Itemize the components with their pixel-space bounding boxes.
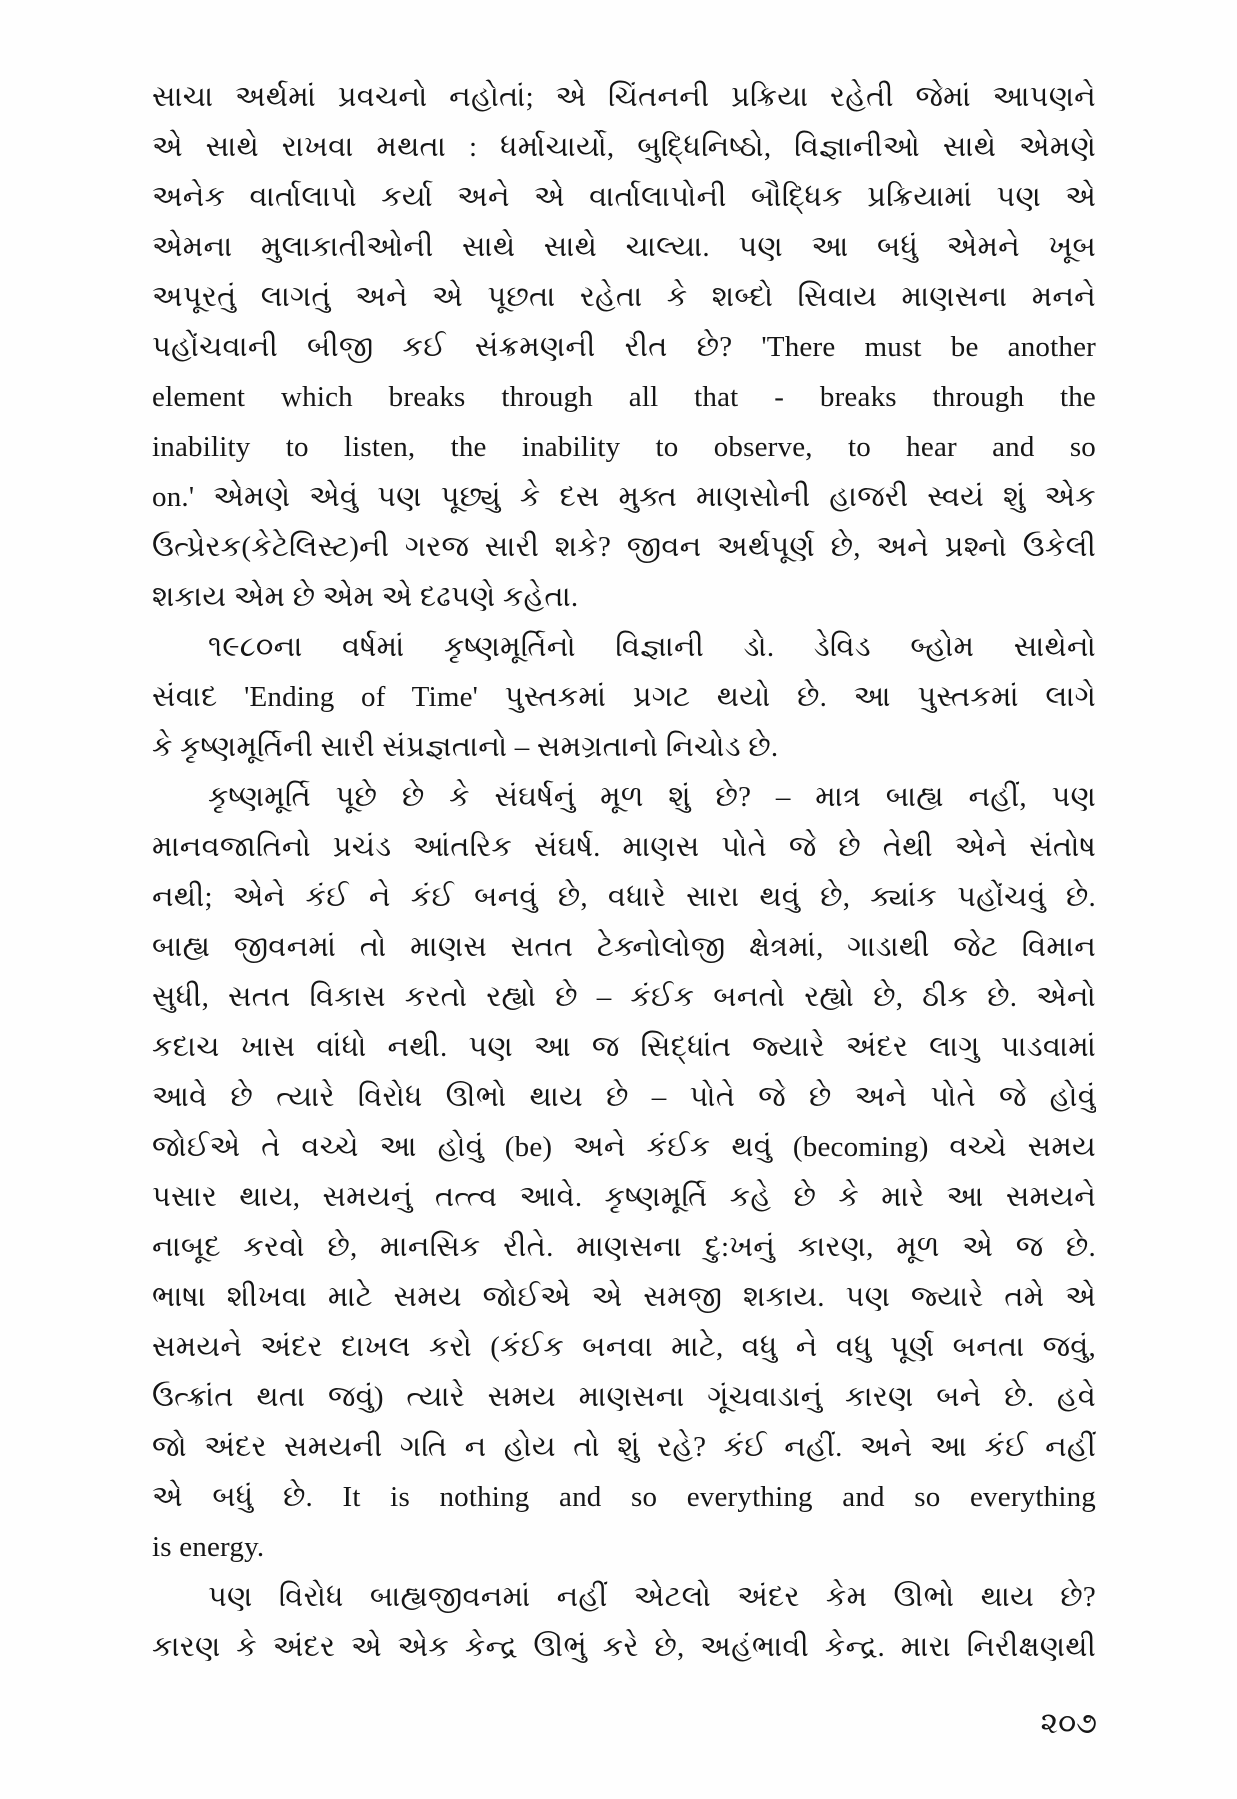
text-line: element which breaks through all that - breaks through the xyxy=(152,381,1096,413)
paragraph xyxy=(152,1572,1096,1672)
text-line: કદાચ ખાસ વાંધો નથી. પણ આ જ સિદ્ધાંત જ્યારે અંદર લાગુ પાડવામાં xyxy=(152,1031,1096,1063)
text-line: ઉત્પ્રેરક(કેટેલિસ્ટ)ની ગરજ સારી શકે? જીવન અર્થપૂર્ણ છે, અને પ્રશ્નો ઉકેલી xyxy=(152,531,1096,563)
text-line: સાચા અર્થમાં પ્રવચનો નહોતાં; એ ચિંતનની પ્રક્રિયા રહેતી જેમાં આપણને xyxy=(152,81,1096,113)
text-line: એ સાથે રાખવા મથતા : ધર્માચાર્યો, બુદ્ધિનિષ્ઠો, વિજ્ઞાનીઓ સાથે એમણે xyxy=(152,131,1096,163)
page-number: ૨૦૭ xyxy=(1040,1707,1097,1740)
text-line: પણ વિરોધ બાહ્યજીવનમાં નહીં એટલો અંદર કેમ ઊભો થાય છે? xyxy=(208,1581,1096,1613)
text-line: ઉત્ક્રાંત થતા જવું) ત્યારે સમય માણસના ગૂંચવાડાનું કારણ બને છે. હવે xyxy=(152,1381,1096,1413)
text-block xyxy=(152,72,1096,1672)
text-line: જોઈએ તે વચ્ચે આ હોવું (be) અને કંઈક થવું (becoming) વચ્ચે સમય xyxy=(152,1131,1096,1163)
text-line: કૃષ્ણમૂર્તિ પૂછે છે કે સંઘર્ષનું મૂળ શું છે? – માત્ર બાહ્ય નહીં, પણ xyxy=(208,781,1096,813)
text-line: શકાય એમ છે એમ એ દઢપણે કહેતા. xyxy=(152,581,579,613)
text-line: કારણ કે અંદર એ એક કેન્દ્ર ઊભું કરે છે, અહંભાવી કેન્દ્ર. મારા નિરીક્ષણથી xyxy=(152,1631,1096,1663)
text-line: સંવાદ 'Ending of Time' પુસ્તકમાં પ્રગટ થયો છે. આ પુસ્તકમાં લાગે xyxy=(152,681,1096,713)
text-line: ભાષા શીખવા માટે સમય જોઈએ એ સમજી શકાય. પણ જ્યારે તમે એ xyxy=(152,1281,1096,1313)
text-line: ૧૯૮૦ના વર્ષમાં કૃષ્ણમૂર્તિનો વિજ્ઞાની ડો. ડેવિડ બ્હોમ સાથેનો xyxy=(208,631,1096,663)
text-line: બાહ્ય જીવનમાં તો માણસ સતત ટેક્નોલોજી ક્ષેત્રમાં, ગાડાથી જેટ વિમાન xyxy=(152,931,1096,963)
text-line: inability to listen, the inability to observe, to hear and so xyxy=(152,431,1096,463)
text-line: કે કૃષ્ણમૂર્તિની સારી સંપ્રજ્ઞતાનો – સમગ્રતાનો નિચોડ છે. xyxy=(152,731,779,763)
text-line: અપૂરતું લાગતું અને એ પૂછતા રહેતા કે શબ્દો સિવાય માણસના મનને xyxy=(152,281,1096,313)
text-line: આવે છે ત્યારે વિરોધ ઊભો થાય છે – પોતે જે છે અને પોતે જે હોવું xyxy=(152,1081,1096,1113)
text-line: સુધી, સતત વિકાસ કરતો રહ્યો છે – કંઈક બનતો રહ્યો છે, ઠીક છે. એનો xyxy=(152,981,1096,1013)
text-line: નાબૂદ કરવો છે, માનસિક રીતે. માણસના દુ:ખનું કારણ, મૂળ એ જ છે. xyxy=(152,1231,1096,1263)
paragraph xyxy=(152,622,1096,772)
text-line: જો અંદર સમયની ગતિ ન હોય તો શું રહે? કંઈ નહીં. અને આ કંઈ નહીં xyxy=(152,1431,1096,1463)
text-line: નથી; એને કંઈ ને કંઈ બનવું છે, વધારે સારા થવું છે, ક્યાંક પહોંચવું છે. xyxy=(152,881,1096,913)
text-line: અનેક વાર્તાલાપો કર્યા અને એ વાર્તાલાપોની બૌદ્ધિક પ્રક્રિયામાં પણ એ xyxy=(152,181,1096,213)
text-line: માનવજાતિનો પ્રચંડ આંતરિક સંઘર્ષ. માણસ પોતે જે છે તેથી એને સંતોષ xyxy=(152,831,1096,863)
text-line: is energy. xyxy=(152,1531,265,1563)
text-line: પસાર થાય, સમયનું તત્ત્વ આવે. કૃષ્ણમૂર્તિ કહે છે કે મારે આ સમયને xyxy=(152,1181,1096,1213)
paragraph xyxy=(152,72,1096,622)
text-line: સમયને અંદર દાખલ કરો (કંઈક બનવા માટે, વધુ ને વધુ પૂર્ણ બનતા જવું, xyxy=(152,1331,1096,1363)
text-line: એમના મુલાકાતીઓની સાથે સાથે ચાલ્યા. પણ આ બધું એમને ખૂબ xyxy=(152,231,1096,263)
text-line: એ બધું છે. It is nothing and so everything and so everything xyxy=(152,1481,1096,1513)
text-line: પહોંચવાની બીજી કઈ સંક્રમણની રીત છે? 'There must be another xyxy=(152,331,1096,363)
paragraph xyxy=(152,772,1096,1572)
text-line: on.' એમણે એવું પણ પૂછ્યું કે દસ મુક્ત માણસોની હાજરી સ્વયં શું એક xyxy=(152,481,1096,513)
